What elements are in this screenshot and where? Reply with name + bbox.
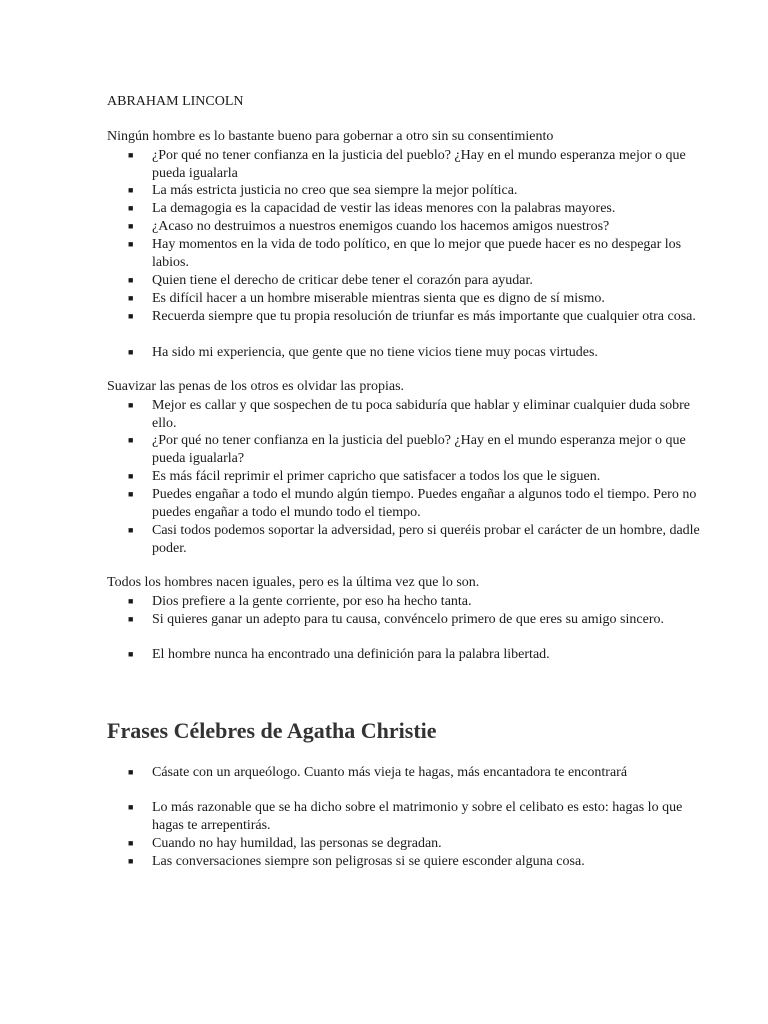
list-item-text: Hay momentos en la vida de todo político, en que lo mejor que puede hacer es no despegar los labios.: [152, 237, 682, 270]
list-item-text: Es más fácil reprimir el primer capricho que satisfacer a todos los que le siguen.: [152, 469, 601, 484]
doc-title: ABRAHAM LINCOLN: [107, 94, 244, 109]
list-item-text: Las conversaciones siempre son peligrosas si se quiere esconder alguna cosa.: [152, 854, 585, 869]
section-intro: Todos los hombres nacen iguales, pero es la última vez que lo son.: [107, 575, 480, 590]
list-item-text: Recuerda siempre que tu propia resolución de triunfar es más importante que cualquier otra cosa.: [152, 309, 696, 324]
list-item-text: La demagogia es la capacidad de vestir las ideas menores con la palabras mayores.: [152, 201, 616, 216]
bullet-icon: ■: [128, 293, 134, 303]
bullet-icon: ■: [128, 203, 134, 213]
list-item-text: Puedes engañar a todo el mundo algún tiempo. Puedes engañar a algunos todo el tiempo. Pero no puedes engañar a todo el mundo todo el tiempo.: [152, 487, 697, 520]
bullet-icon: ■: [128, 275, 134, 285]
section-intro: Suavizar las penas de los otros es olvidar las propias.: [107, 379, 405, 394]
bullet-icon: ■: [128, 596, 134, 606]
bullet-icon: ■: [128, 239, 134, 249]
bullet-icon: ■: [128, 767, 134, 777]
list-item-text: El hombre nunca ha encontrado una definición para la palabra libertad.: [152, 647, 550, 662]
list-item-text: Cuando no hay humildad, las personas se degradan.: [152, 836, 442, 851]
bullet-icon: ■: [128, 221, 134, 231]
list-item-text: ¿Por qué no tener confianza en la justicia del pueblo? ¿Hay en el mundo esperanza mejor o que pueda igualarla?: [152, 433, 686, 466]
bullet-icon: ■: [128, 311, 134, 321]
bullet-icon: ■: [128, 400, 134, 410]
list-item-text: Lo más razonable que se ha dicho sobre el matrimonio y sobre el celibato es esto: hagas lo que hagas te arrepentirás.: [152, 800, 683, 833]
list-item-text: Cásate con un arqueólogo. Cuanto más vieja te hagas, más encantadora te encontrará: [152, 765, 628, 780]
bullet-icon: ■: [128, 185, 134, 195]
bullet-icon: ■: [128, 471, 134, 481]
bullet-icon: ■: [128, 838, 134, 848]
list-item-text: Es difícil hacer a un hombre miserable mientras sienta que es digno de sí mismo.: [152, 291, 605, 306]
list-item-text: Dios prefiere a la gente corriente, por eso ha hecho tanta.: [152, 594, 472, 609]
bullet-icon: ■: [128, 614, 134, 624]
bullet-icon: ■: [128, 150, 134, 160]
bullet-icon: ■: [128, 347, 134, 357]
list-item-text: Casi todos podemos soportar la adversidad, pero si queréis probar el carácter de un hombre, dadle poder.: [152, 523, 700, 556]
list-item-text: Si quieres ganar un adepto para tu causa, convéncelo primero de que eres su amigo sincero.: [152, 612, 664, 627]
section-intro: Ningún hombre es lo bastante bueno para gobernar a otro sin su consentimiento: [107, 129, 554, 144]
list-item-text: ¿Por qué no tener confianza en la justicia del pueblo? ¿Hay en el mundo esperanza mejor o que pueda igualarla: [152, 148, 686, 181]
bullet-icon: ■: [128, 649, 134, 659]
list-item-text: La más estricta justicia no creo que sea siempre la mejor política.: [152, 183, 518, 198]
bullet-icon: ■: [128, 435, 134, 445]
bullet-icon: ■: [128, 489, 134, 499]
bullet-icon: ■: [128, 525, 134, 535]
list-item-text: Mejor es callar y que sospechen de tu poca sabiduría que hablar y eliminar cualquier duda sobre ello.: [152, 398, 691, 431]
list-item-text: Ha sido mi experiencia, que gente que no tiene vicios tiene muy pocas virtudes.: [152, 345, 598, 360]
list-item-text: ¿Acaso no destruimos a nuestros enemigos cuando los hacemos amigos nuestros?: [152, 219, 610, 234]
section-heading: Frases Célebres de Agatha Christie: [107, 718, 437, 743]
list-item-text: Quien tiene el derecho de criticar debe tener el corazón para ayudar.: [152, 273, 533, 288]
bullet-icon: ■: [128, 802, 134, 812]
bullet-icon: ■: [128, 856, 134, 866]
